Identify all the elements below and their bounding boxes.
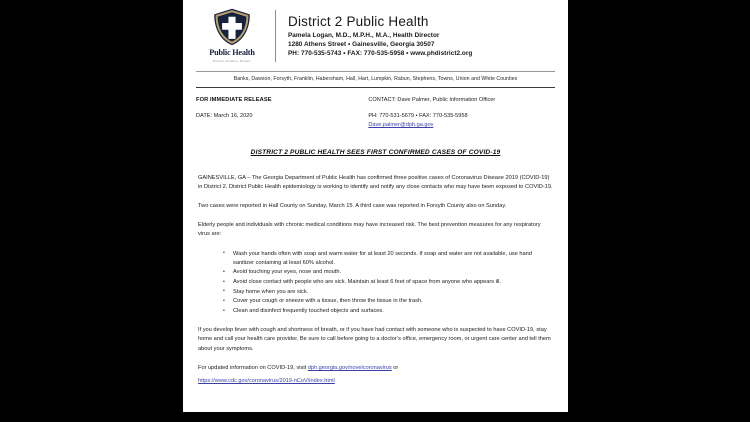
office-address: 1280 Athens Street • Gainesville, Georgia 30507 [288, 41, 435, 49]
contact-person: CONTACT: Dave Palmer, Public Information Officer [368, 97, 496, 104]
list-item: • Clean and disinfect frequently touched objects and surfaces. [223, 307, 553, 316]
release-info-block [196, 88, 555, 129]
updated-information-paragraph [198, 364, 553, 373]
letterhead [196, 6, 555, 67]
cdc-link-paragraph [198, 377, 553, 386]
list-item: • Avoid touching your eyes, nose and mouth. [223, 268, 553, 277]
list-item: • Cover your cough or sneeze with a tissue, then throw the tissue in the trash. [223, 297, 553, 306]
closing-text-suffix: or [391, 364, 399, 371]
press-release-body [196, 158, 555, 386]
contact-phone-fax: PH: 770-531-5679 • FAX: 770-535-5958 [368, 113, 468, 120]
organization-name: District 2 Public Health [288, 13, 429, 29]
shield-cross-icon [212, 8, 252, 46]
cdc-coronavirus-link[interactable]: https://www.cdc.gov/coronavirus/2019-nCoV/index.html [198, 377, 335, 384]
list-item: • Avoid close contact with people who are sick. Maintain at least 6 feet of space from anyone who appears ill. [223, 278, 553, 287]
letterhead-divider [275, 10, 276, 62]
prevention-measures-list [198, 250, 553, 317]
closing-text-prefix: For updated information on COVID-19, visit [198, 364, 308, 371]
office-contact-line: PH: 770-535-5743 • FAX: 770-535-5958 • www.phdistrict2.org [288, 50, 473, 58]
immediate-release-label: FOR IMMEDIATE RELEASE [196, 97, 272, 104]
list-item: • Stay home when you are sick. [223, 288, 553, 297]
letterhead-text [285, 14, 555, 59]
release-date: DATE: March 16, 2020 [196, 113, 253, 120]
logo-tagline: Prevent. Promote. Protect. [212, 59, 252, 64]
logo-wordmark: Public Health [209, 48, 255, 57]
body-paragraph-2: Two cases were reported in Hall County on Sunday, March 15. A third case was reported in Forsyth County also on Sunday. [198, 203, 507, 210]
health-director-name: Pamela Logan, M.D., M.P.H., M.A., Health Director [288, 32, 440, 40]
release-info-right-column [368, 96, 555, 129]
body-paragraph-3: Elderly people and individuals with chronic medical conditions may have increased risk. The best prevention measures for any respiratory virus are: [198, 222, 541, 238]
counties-served-line: Banks, Dawson, Forsyth, Franklin, Habersham, Hall, Hart, Lumpkin, Rabun, Stephens, Towns, Union and White Counties [233, 75, 518, 82]
contact-email-link[interactable]: Dave.palmer@dph.ga.gov [368, 122, 434, 129]
public-health-logo [196, 8, 268, 64]
release-info-left-column [196, 96, 368, 129]
press-release-document [183, 0, 568, 412]
body-paragraph-1: GAINESVILLE, GA – The Georgia Department of Public Health has confirmed three positive cases of Coronavirus Disease 2019 (COVID-19) in District 2. District Public Health epidemiology is working to identify and notify any close contacts who may have been exposed to COVID-19. [198, 174, 553, 190]
press-release-headline: DISTRICT 2 PUBLIC HEALTH SEES FIRST CONFIRMED CASES OF COVID-19 [250, 149, 501, 157]
contact-email-wrapper [368, 121, 555, 129]
list-item: • Wash your hands often with soap and warm water for at least 20 seconds. If soap and water are not available, use hand sanitizer containing at least 60% alcohol. [223, 250, 553, 268]
dph-georgia-link[interactable]: dph.georgia.gov/novelcoronavirus [307, 364, 392, 371]
body-paragraph-4: If you develop fever with cough and shortness of breath, or if you have had contact with someone who is suspected to have COVID-19, stay home and call your health care provider. Be sure to call before going to a doctor’s office, emergency room, or urgent care center and tell them about your symptoms. [198, 327, 551, 352]
